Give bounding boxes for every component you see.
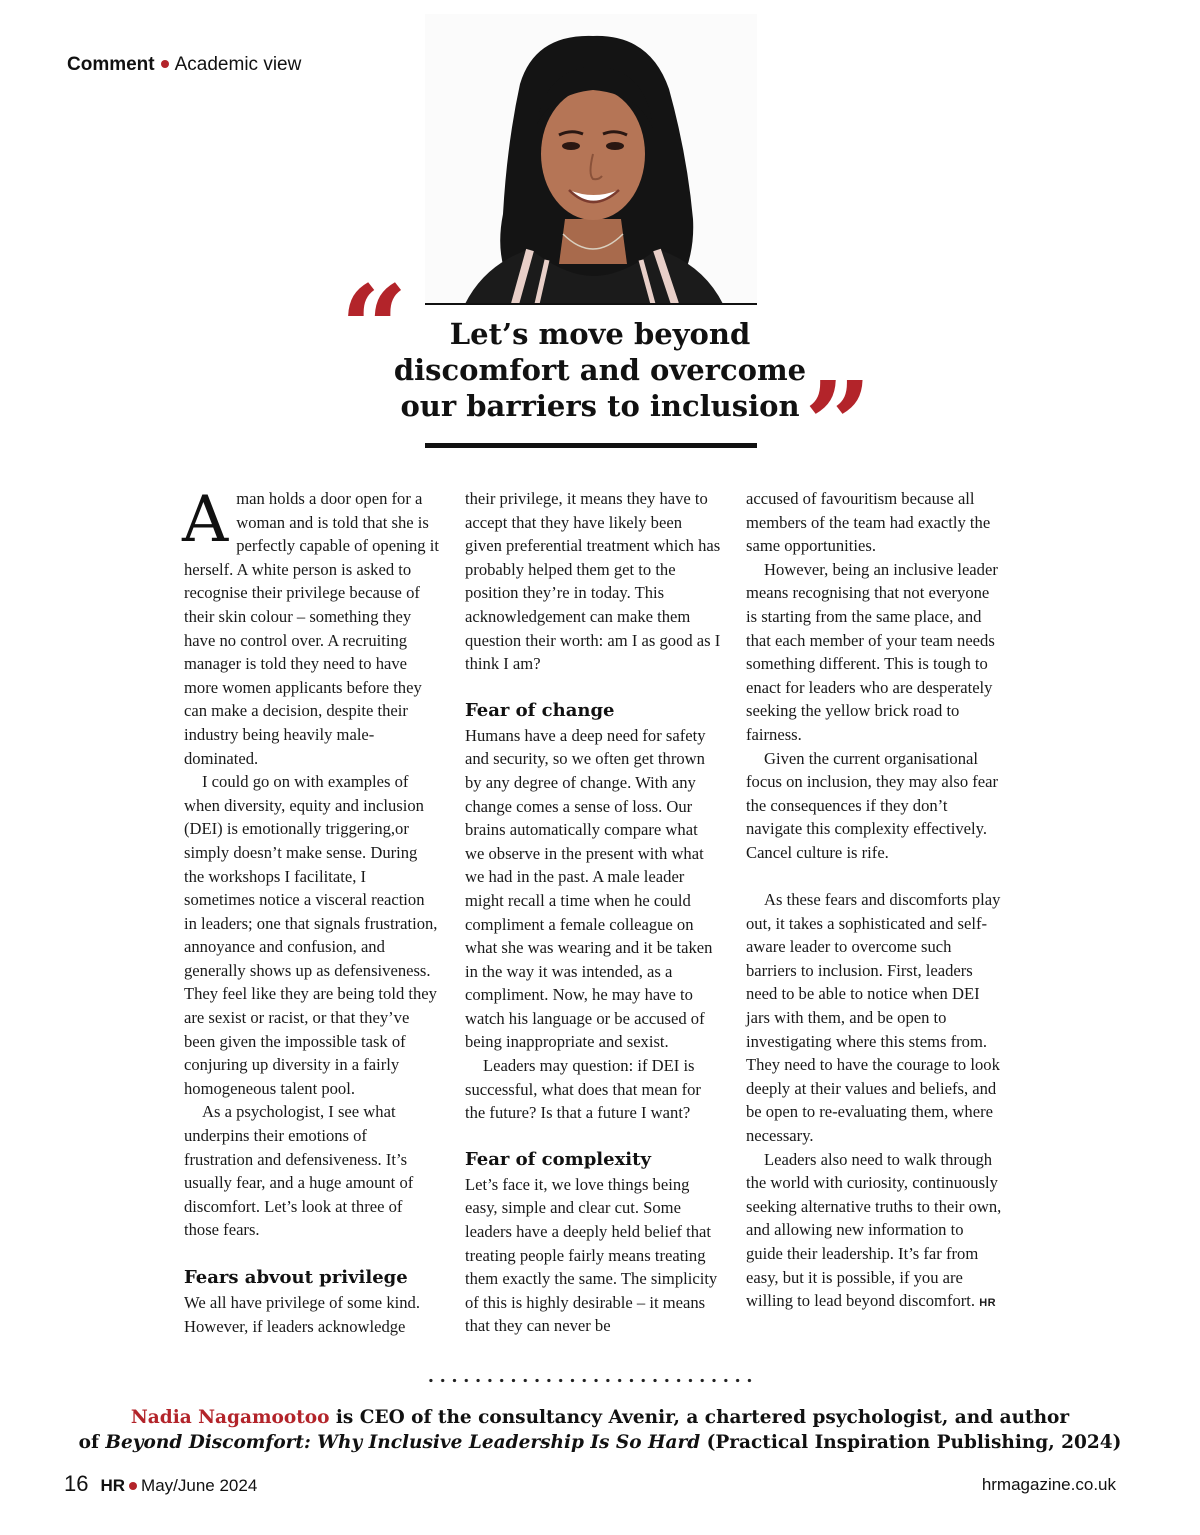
headline-line-2: discomfort and overcome — [393, 353, 807, 387]
paragraph-text: man holds a door open for a woman and is told that she is perfectly capable of opening it herself. A white person is asked to recognise their privilege because of their skin colour – something they have no control over. A recruiting manager is told they need to have more women applicants before they can make a decision, despite their industry being heavily male-dominated. — [184, 489, 439, 768]
close-quote-icon: ” — [804, 355, 872, 494]
bio-text: of — [78, 1432, 106, 1453]
article-column-3 — [746, 487, 1002, 1316]
paragraph: As these fears and discomforts play out, it takes a sophisticated and self-aware leader to overcome such barriers to inclusion. First, leaders need to be able to notice when DEI jars with them, and be open to investigating where this stems from. They need to have the courage to look deeply at their values and beliefs, and be open to re-evaluating them, where necessary. — [746, 890, 1001, 1146]
bullet-dot-icon — [129, 1482, 137, 1490]
subheading-change: Fear of change — [465, 699, 615, 721]
subheading-complexity: Fear of complexity — [465, 1148, 651, 1170]
dotted-divider — [425, 1378, 759, 1383]
headline-line-3: our barriers to inclusion — [400, 389, 800, 423]
article-column-1 — [182, 483, 440, 1338]
bio-line-1 — [60, 1405, 1140, 1430]
section-label: Comment — [67, 54, 155, 75]
bullet-dot-icon — [161, 60, 169, 68]
author-portrait-illustration — [425, 14, 757, 304]
headline-line-1: Let’s move beyond — [449, 317, 751, 351]
paragraph: Let’s face it, we love things being easy, simple and clear cut. Some leaders have a deeply held belief that treating people fairly means treating them exactly the same. The simplicity of this is highly desirable – it means that they can never be — [465, 1174, 718, 1336]
paragraph: accused of favouritism because all members of the team had exactly the same opportunities. — [746, 489, 991, 556]
bio-text: is CEO of the consultancy Avenir, a chartered psychologist, and author — [329, 1407, 1070, 1428]
pull-quote-headline — [385, 316, 815, 424]
bio-line-2 — [60, 1430, 1140, 1455]
paragraph: Leaders may question: if DEI is successful, what does that mean for the future? Is that a future I want? — [465, 1056, 701, 1123]
paragraph: Humans have a deep need for safety and security, so we often get thrown by any degree of change. With any change comes a sense of loss. Our brains automatically compare what we observe in the present with what we had in the past. A male leader might recall a time when he could compliment a female colleague on what she was wearing and it be taken in the way it was intended, as a compliment. Now, he may have to watch his language or be accused of being inappropriate and sexist. — [465, 725, 713, 1052]
bio-text: (Practical Inspiration Publishing, 2024) — [700, 1432, 1122, 1453]
quote-bottom-rule — [425, 443, 757, 448]
drop-cap: A — [182, 483, 229, 557]
paragraph: I could go on with examples of when diversity, equity and inclusion (DEI) is emotionally triggering,or simply doesn’t make sense. During the workshops I facilitate, I sometimes notice a visceral reaction in leaders; one that signals frustration, annoyance and confusion, and generally shows up as defensiveness. They feel like they are being told they are sexist or racist, or that they’ve been given the impossible task of conjuring up diversity in a fairly homogeneous talent pool. — [184, 772, 438, 1098]
article-column-2 — [465, 487, 721, 1338]
quote-top-rule — [425, 303, 757, 305]
magazine-name: HR — [100, 1476, 126, 1495]
page-number: 16 — [64, 1471, 89, 1496]
author-bio — [60, 1405, 1140, 1455]
paragraph: their privilege, it means they have to accept that they have likely been given preferential treatment which has probably helped them get to the position they’re in today. This acknowledgement can make them question their worth: am I as good as I think I am? — [465, 489, 721, 674]
book-title: Beyond Discomfort: Why Inclusive Leadership Is So Hard — [105, 1432, 701, 1453]
subheading-privilege: Fears abvout privilege — [184, 1267, 408, 1288]
paragraph: We all have privilege of some kind. However, if leaders acknowledge — [184, 1293, 420, 1336]
end-mark: HR — [979, 1297, 997, 1310]
opening-paragraph — [182, 483, 440, 770]
subsection-label: Academic view — [174, 54, 302, 75]
author-name: Nadia Nagamootoo — [130, 1407, 330, 1428]
author-portrait — [425, 14, 757, 304]
paragraph: As a psychologist, I see what underpins their emotions of frustration and defensiveness. It’s usually fear, and a huge amount of discomfort. Let’s look at three of those fears. — [184, 1102, 414, 1240]
paragraph: Given the current organisational focus on inclusion, they may also fear the consequences if they don’t navigate this complexity effectively. Cancel culture is rife. — [746, 748, 999, 862]
page-footer-left — [64, 1471, 257, 1497]
paragraph: However, being an inclusive leader means recognising that not everyone is starting from the same place, and that each member of your team needs something different. This is tough to enact for leaders who are desperately seeking the yellow brick road to fairness. — [746, 559, 998, 744]
section-kicker — [67, 54, 301, 76]
issue-date: May/June 2024 — [141, 1476, 258, 1495]
website-url[interactable]: hrmagazine.co.uk — [981, 1475, 1116, 1494]
closing-paragraph — [746, 1148, 1002, 1316]
paragraph-text: Leaders also need to walk through the world with curiosity, continuously seeking alternative truths to their own, and allowing new information to guide their leadership. It’s far from easy, but it is possible, if you are willing to lead beyond discomfort. — [746, 1149, 1002, 1311]
open-quote-icon: “ — [340, 259, 408, 398]
